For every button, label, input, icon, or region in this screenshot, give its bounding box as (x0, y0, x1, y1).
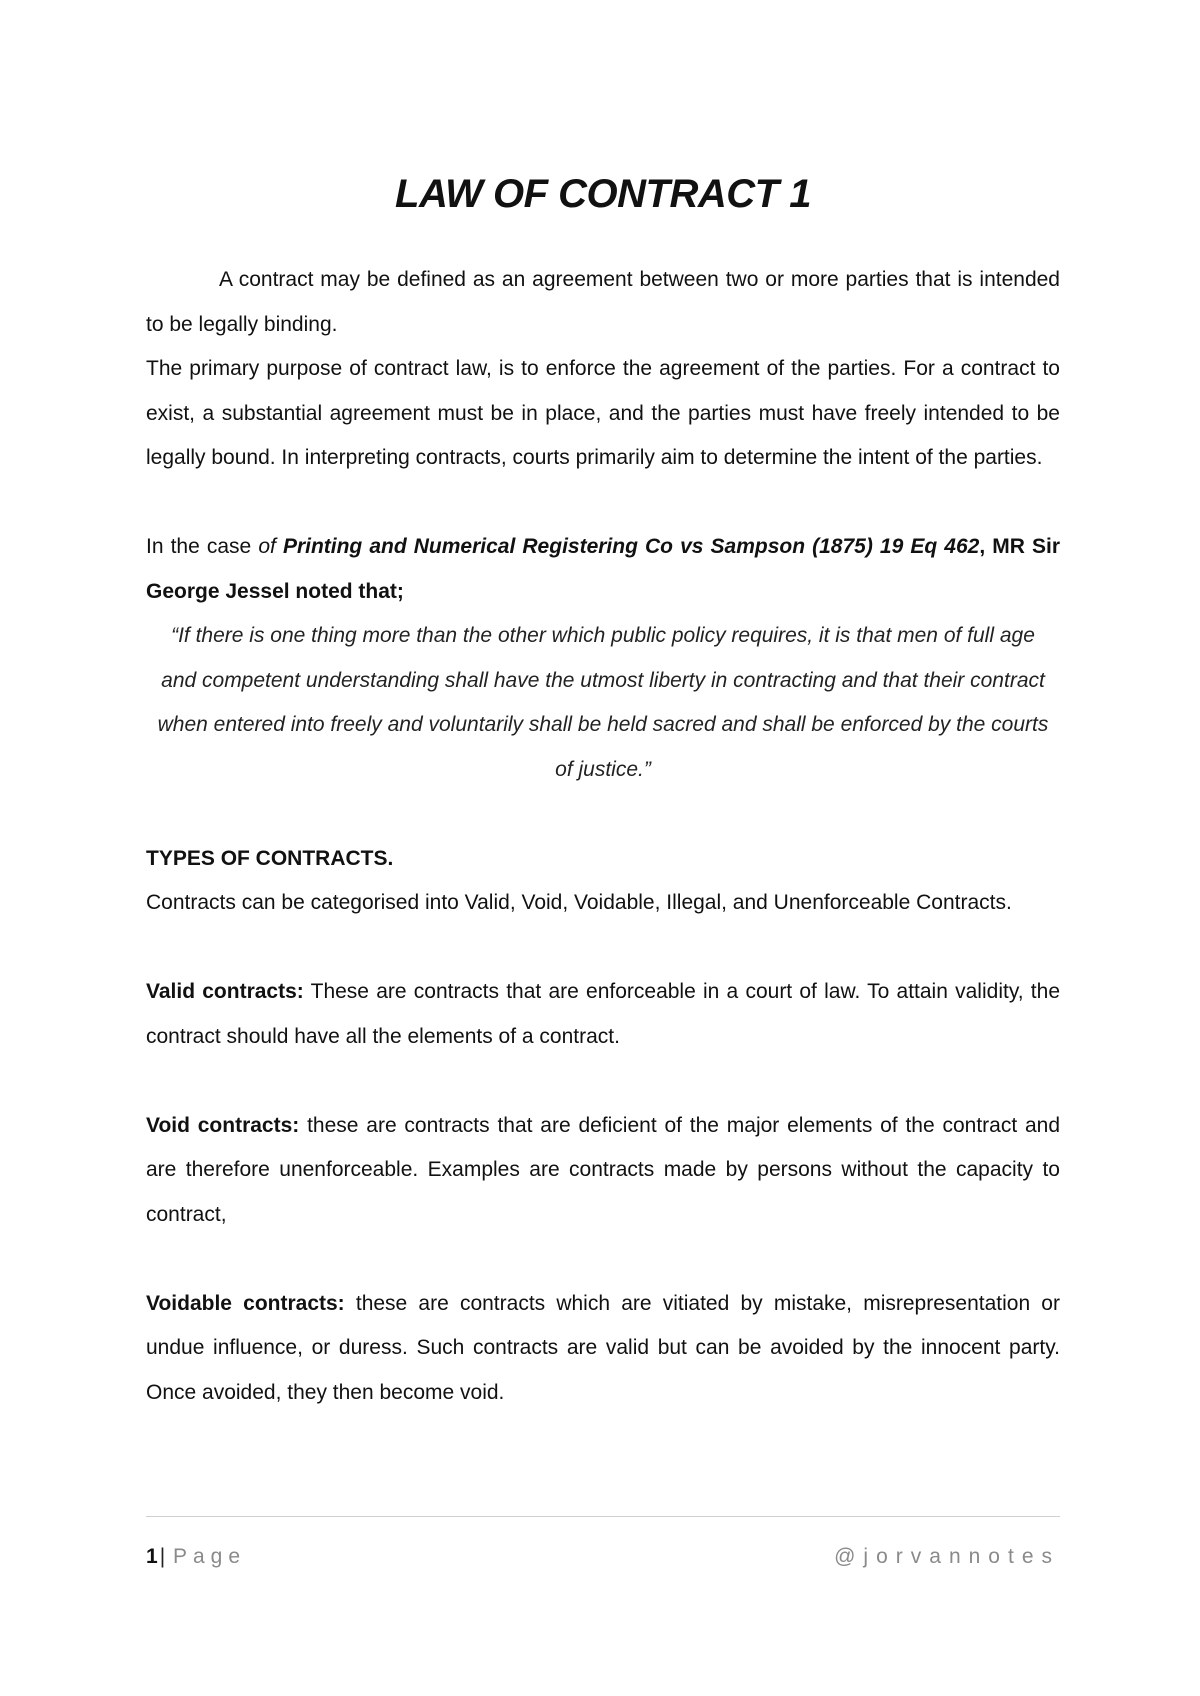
page-label: Page (173, 1545, 247, 1568)
intro-paragraph-definition: A contract may be defined as an agreement between two or more parties that is intended to be legally binding. (146, 268, 1060, 336)
section-text: these are contracts which are vitiated by mistake, misrepresentation or undue influence, or duress. Such contracts are valid but can be avoided by the innocent party. Once avoided, they then become void. (146, 1291, 1060, 1404)
document-title: LAW OF CONTRACT 1 (395, 172, 811, 216)
page-separator: | (159, 1545, 166, 1568)
author-handle: @jorvannotes (834, 1545, 1060, 1568)
section-voidable-contracts (146, 1282, 1060, 1416)
section-text: These are contracts that are enforceable in a court of law. To attain validity, the contract should have all the elements of a contract. (146, 980, 1061, 1048)
case-reference-paragraph (146, 525, 1060, 614)
section-valid-contracts (146, 970, 1060, 1059)
case-judge-text: , MR Sir George Jessel noted that; (146, 535, 1060, 603)
section-void-contracts (146, 1104, 1060, 1238)
case-of-text: of (258, 535, 283, 558)
case-name: Printing and Numerical Registering Co vs Sampson (1875) 19 Eq 462 (282, 535, 980, 558)
page-footer (146, 1545, 1060, 1575)
page-number: 1 (146, 1545, 158, 1568)
section-term: Voidable contracts: (146, 1291, 345, 1315)
page-content (146, 170, 1060, 1415)
section-term: Valid contracts: (146, 980, 304, 1003)
footer-divider (146, 1516, 1060, 1517)
judicial-quote: “If there is one thing more than the other which public policy requires, it is that men of full age and competent understanding shall have the utmost liberty in contracting and that their contract when entered into freely and voluntarily shall be held sacred and shall be enforced by the courts of justice.” (157, 624, 1049, 781)
types-heading: TYPES OF CONTRACTS. (146, 846, 394, 870)
types-paragraph: Contracts can be categorised into Valid, Void, Voidable, Illegal, and Unenforceable Contracts. (146, 891, 1012, 914)
case-intro-text: In the case (146, 535, 259, 558)
section-text: these are contracts that are deficient of the major elements of the contract and are therefore unenforceable. Examples are contracts made by persons without the capacity to contract, (146, 1113, 1061, 1226)
intro-paragraph-purpose: The primary purpose of contract law, is to enforce the agreement of the parties. For a contract to exist, a substantial agreement must be in place, and the parties must have freely intended to be legally bound. In interpreting contracts, courts primarily aim to determine the intent of the parties. (146, 357, 1060, 469)
section-term: Void contracts: (146, 1113, 300, 1137)
page-indicator (146, 1545, 246, 1569)
